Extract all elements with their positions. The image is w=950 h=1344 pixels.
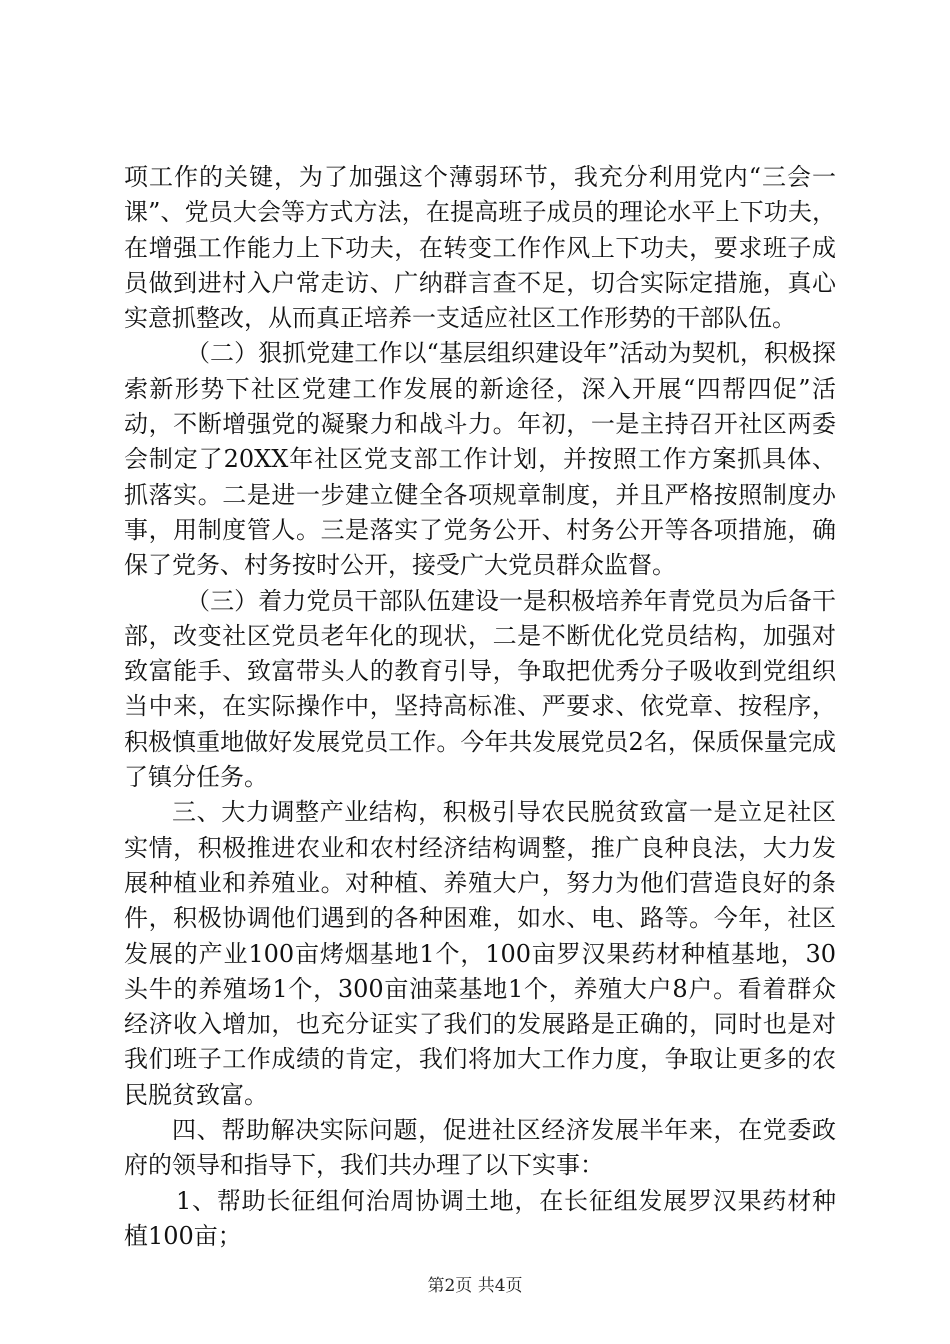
page-footer: 第2页 共4页 <box>427 1276 523 1296</box>
body-text <box>124 160 836 1254</box>
paragraph-item-1: 1、帮助长征组何治周协调土地，在长征组发展罗汉果药材种植100亩； <box>124 1186 836 1250</box>
paragraph-section-2: （二）狠抓党建工作以“基层组织建设年”活动为契机，积极探索新形势下社区党建工作发展的新途径，深入开展“四帮四促”活动，不断增强党的凝聚力和战斗力。年初，一是主持召开社区两委会制定了20XX年社区党支部工作计划，并按照工作方案抓具体、抓落实。二是进一步建立健全各项规章制度，并且严格按照制度办事，用制度管人。三是落实了党务公开、村务公开等各项措施，确保了党务、村务按时公开，接受广大党员群众监督。 <box>124 339 836 580</box>
paragraph-part-4: 四、帮助解决实际问题，促进社区经济发展半年来，在党委政府的领导和指导下，我们共办理了以下实事： <box>124 1116 836 1180</box>
paragraph-continuation: 项工作的关键，为了加强这个薄弱环节，我充分利用党内“三会一课”、党员大会等方式方法，在提高班子成员的理论水平上下功夫，在增强工作能力上下功夫，在转变工作作风上下功夫，要求班子成员做到进村入户常走访、广纳群言查不足，切合实际定措施，真心实意抓整改，从而真正培养一支适应社区工作形势的干部队伍。 <box>124 163 836 333</box>
paragraph-section-3: （三）着力党员干部队伍建设一是积极培养年青党员为后备干部，改变社区党员老年化的现状，二是不断优化党员结构，加强对致富能手、致富带头人的教育引导，争取把优秀分子吸收到党组织当中来，在实际操作中，坚持高标准、严要求、依党章、按程序，积极慎重地做好发展党员工作。今年共发展党员2名，保质保量完成了镇分任务。 <box>124 586 836 792</box>
paragraph-part-3: 三、大力调整产业结构，积极引导农民脱贫致富一是立足社区实情，积极推进农业和农村经济结构调整，推广良种良法，大力发展种植业和养殖业。对种植、养殖大户，努力为他们营造良好的条件，积极协调他们遇到的各种困难，如水、电、路等。今年，社区发展的产业100亩烤烟基地1个，100亩罗汉果药材种植基地，30头牛的养殖场1个，300亩油菜基地1个，养殖大户8户。看着群众经济收入增加，也充分证实了我们的发展路是正确的，同时也是对我们班子工作成绩的肯定，我们将加大工作力度，争取让更多的农民脱贫致富。 <box>124 798 836 1109</box>
